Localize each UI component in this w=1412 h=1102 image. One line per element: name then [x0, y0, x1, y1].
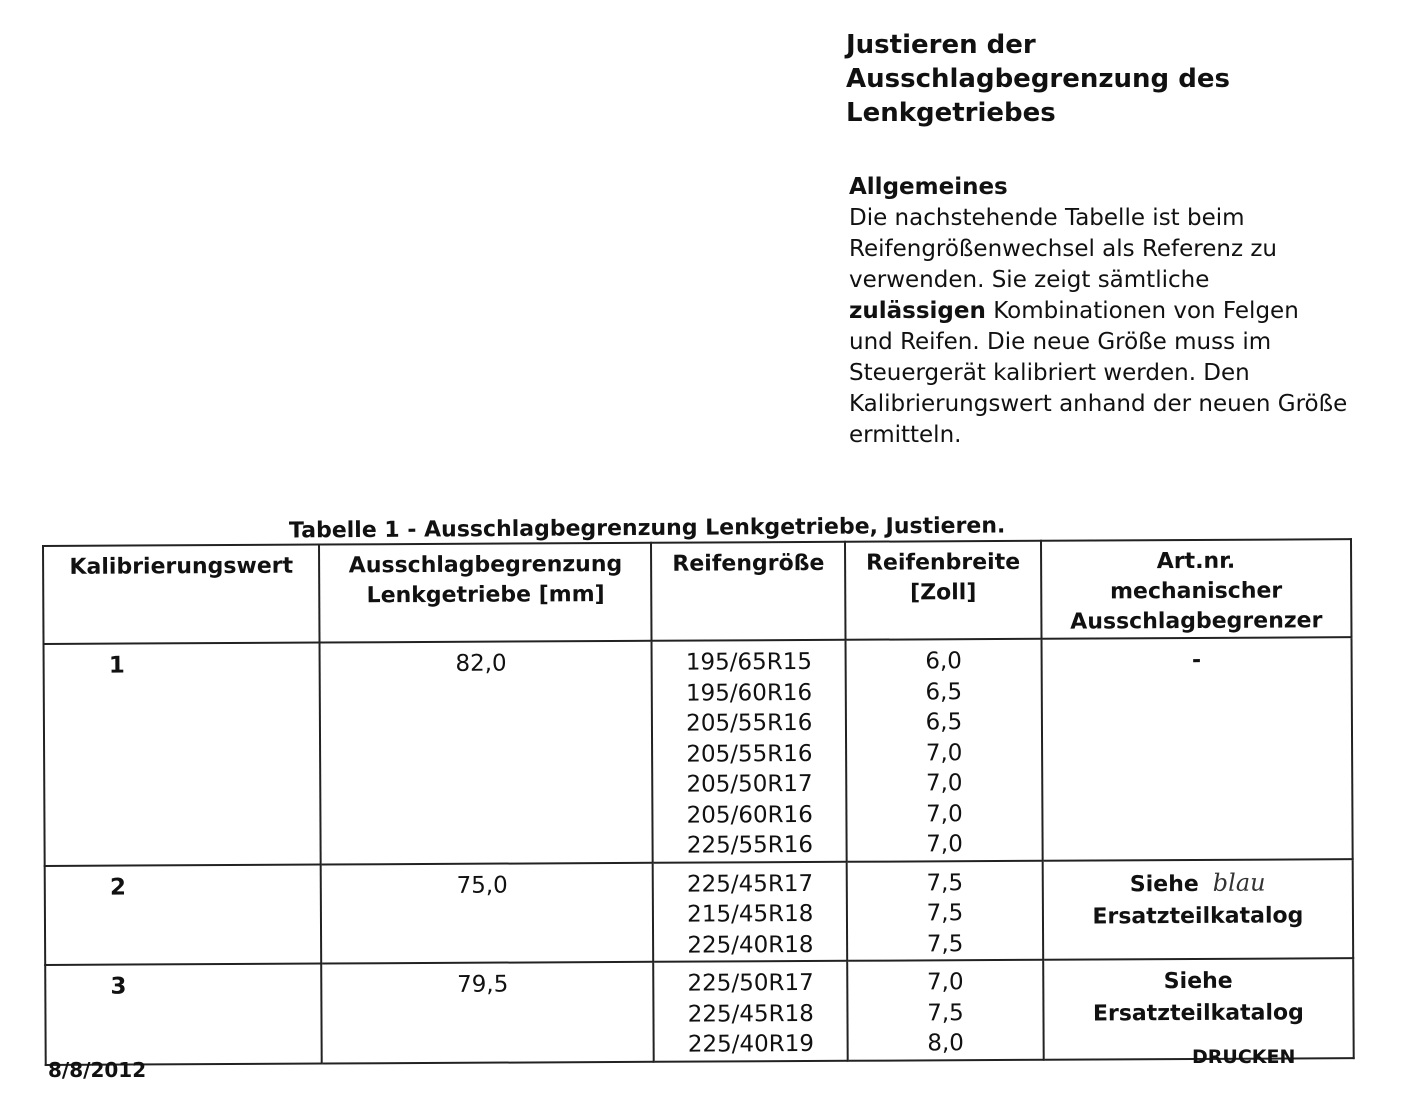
- section-intro: Die nachstehende Tabelle ist beim Reifengrößenwechsel als Referenz zu verwenden. Sie zeigt sämtliche: [849, 205, 1278, 293]
- header-ausschlagbegrenzung: Ausschlagbegrenzung Lenkgetriebe [mm]: [319, 543, 652, 643]
- section-title: Allgemeines: [849, 174, 1008, 200]
- cell-kalibrierungswert: 3: [45, 964, 322, 1065]
- page-title-line: Ausschlagbegrenzung des: [846, 64, 1230, 94]
- cell-ausschlagbegrenzung: 82,0: [320, 641, 653, 864]
- cell-kalibrierungswert: 1: [44, 643, 321, 866]
- cell-reifenbreite: 6,0 6,5 6,5 7,0 7,0 7,0 7,0: [846, 639, 1043, 862]
- calibration-table: [42, 538, 1355, 1065]
- header-reifengroesse: Reifengröße: [651, 542, 845, 641]
- print-date: 8/8/2012: [48, 1058, 147, 1082]
- table-caption: Tabelle 1 - Ausschlagbegrenzung Lenkgetriebe, Justieren.: [288, 513, 1006, 544]
- table-header-row: [43, 539, 1351, 644]
- table-row: [45, 958, 1354, 1064]
- table-row: [44, 637, 1353, 865]
- cell-ausschlagbegrenzung: 75,0: [321, 862, 654, 963]
- table-row: [45, 859, 1354, 965]
- handwritten-note: blau: [1212, 868, 1266, 897]
- cell-reifenbreite: 7,0 7,5 8,0: [847, 960, 1043, 1061]
- page-title-line: Lenkgetriebes: [846, 98, 1056, 128]
- page-title: [846, 28, 1366, 130]
- page-title-line: Justieren der: [846, 30, 1036, 60]
- header-kalibrierungswert: Kalibrierungswert: [43, 545, 320, 644]
- cell-reifengroesse: 195/65R15 195/60R16 205/55R16 205/55R16 205/50R17 205/60R16 225/55R16: [652, 640, 847, 863]
- header-artnr: Art.nr. mechanischer Ausschlagbegrenzer: [1041, 539, 1352, 639]
- section-emphasis: zulässigen: [849, 298, 986, 324]
- cell-reifenbreite: 7,5 7,5 7,5: [847, 860, 1043, 961]
- print-link[interactable]: DRUCKEN: [1192, 1046, 1296, 1068]
- table-container: [42, 538, 1355, 1065]
- section-outro: Kombinationen von Felgen und Reifen. Die neue Größe muss im Steuergerät kalibriert werden. Den Kalibrierungswert anhand der neuen Größe ermitteln.: [849, 298, 1348, 448]
- section-body: [849, 203, 1349, 451]
- cell-reifengroesse: 225/45R17 215/45R18 225/40R18: [653, 861, 847, 962]
- cell-kalibrierungswert: 2: [45, 864, 322, 965]
- cell-artnr: Siehe blau Ersatzteilkatalog: [1042, 859, 1353, 960]
- header-reifenbreite: Reifenbreite [Zoll]: [845, 541, 1041, 640]
- cell-artnr: Siehe Ersatzteilkatalog: [1043, 958, 1354, 1059]
- cell-reifengroesse: 225/50R17 225/45R18 225/40R19: [654, 961, 848, 1062]
- cell-artnr: -: [1041, 637, 1352, 860]
- cell-ausschlagbegrenzung: 79,5: [322, 962, 655, 1063]
